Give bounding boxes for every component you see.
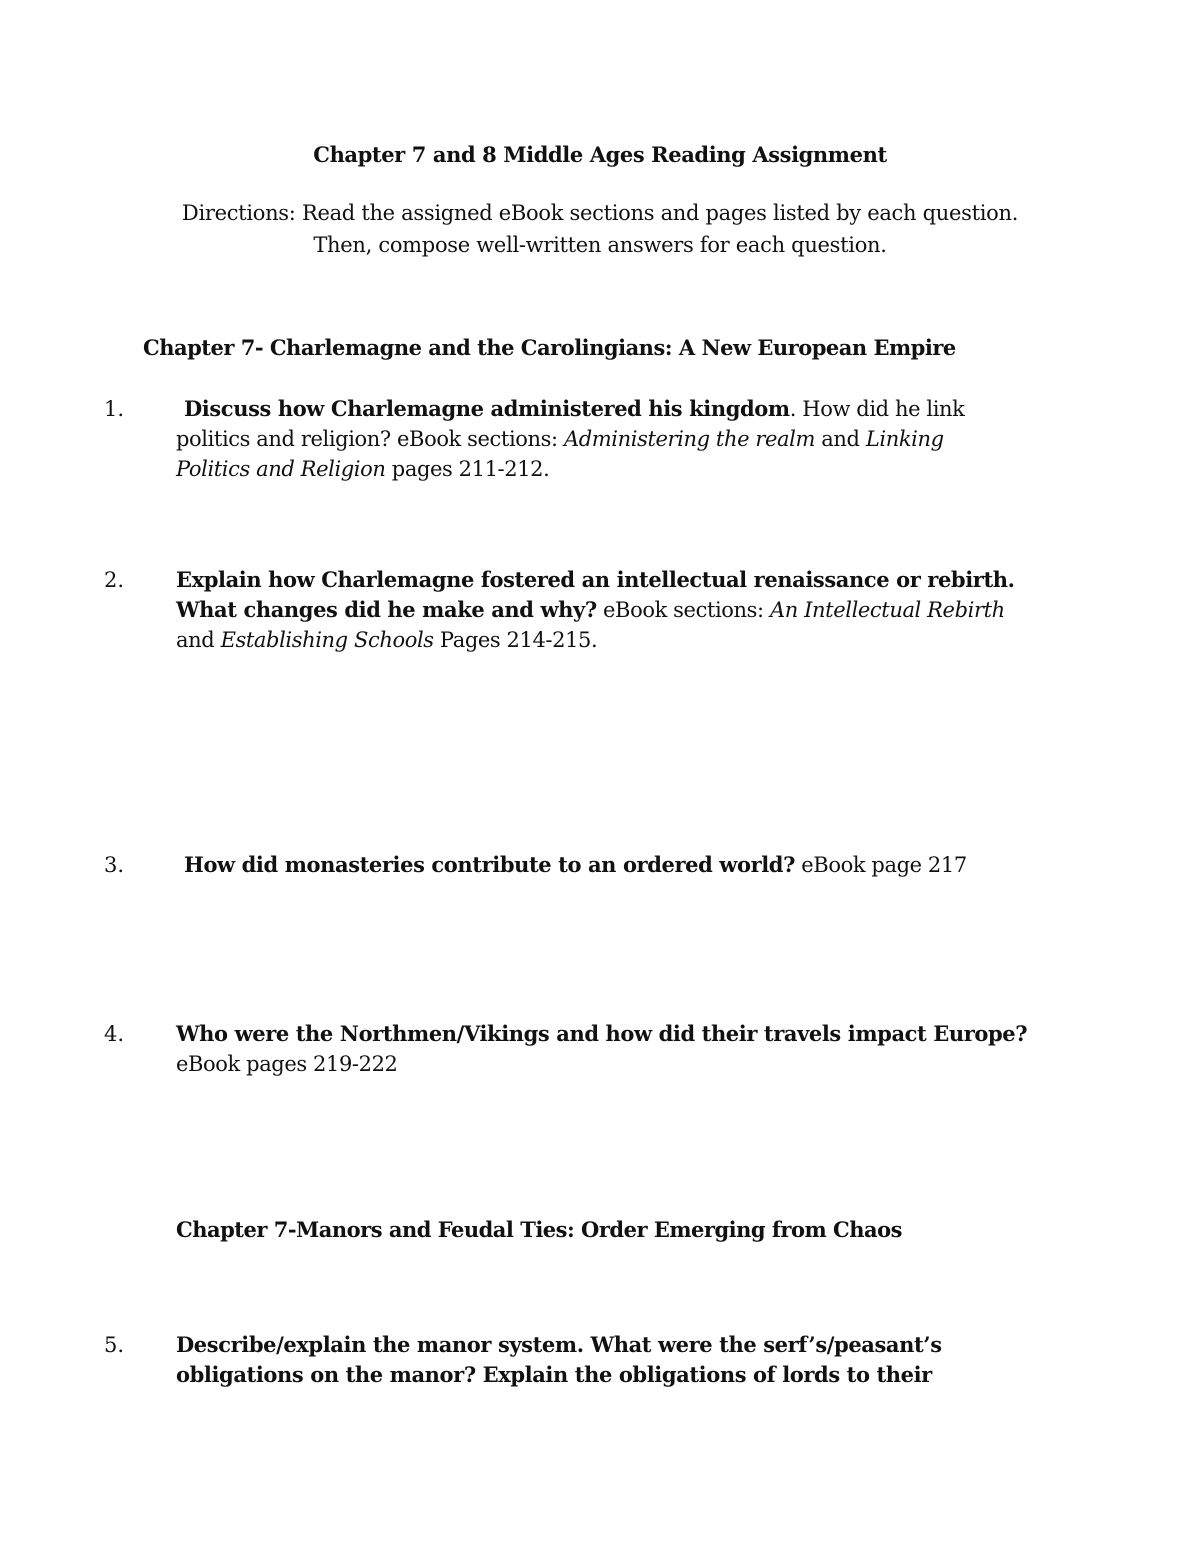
- page-ref: eBook page 217: [795, 853, 967, 877]
- ebook-section-ref: An Intellectual Rebirth: [770, 598, 1005, 622]
- page-title: Chapter 7 and 8 Middle Ages Reading Assignment: [313, 142, 887, 167]
- question-text: [176, 1330, 1056, 1390]
- question-text-part: and: [815, 427, 866, 451]
- page-ref: eBook pages 219-222: [176, 1052, 398, 1076]
- question-text-part: and: [176, 628, 221, 652]
- ebook-section-ref: Politics and Religion: [176, 457, 386, 481]
- question-text-part: . How did he link: [789, 397, 965, 421]
- directions-line-2: Then, compose well-written answers for each question.: [313, 233, 887, 257]
- ebook-section-ref: Establishing Schools: [220, 628, 434, 652]
- question-number: 3.: [104, 853, 125, 877]
- section-heading-manors: Chapter 7-Manors and Feudal Ties: Order Emerging from Chaos: [176, 1217, 902, 1242]
- question-text-part: politics and religion? eBook sections:: [176, 427, 564, 451]
- directions-line-1: Directions: Read the assigned eBook sections and pages listed by each question.: [181, 201, 1019, 225]
- question-text: [176, 1019, 1056, 1079]
- question-prompt: Discuss how Charlemagne administered his kingdom: [184, 396, 790, 421]
- question-prompt: Explain how Charlemagne fostered an intellectual renaissance or rebirth.: [176, 567, 1015, 592]
- page-ref: pages 211-212.: [385, 457, 550, 481]
- question-text-part: eBook sections:: [596, 598, 770, 622]
- question-prompt: Who were the Northmen/Vikings and how did their travels impact Europe?: [176, 1021, 1028, 1046]
- question-number: 1.: [104, 397, 125, 421]
- question-prompt: obligations on the manor? Explain the obligations of lords to their: [176, 1362, 932, 1387]
- question-number: 4.: [104, 1022, 125, 1046]
- ebook-section-ref: Linking: [865, 427, 944, 451]
- question-number: 5.: [104, 1333, 125, 1357]
- page-ref: Pages 214-215.: [433, 628, 598, 652]
- directions: [0, 197, 1200, 261]
- question-text: [176, 565, 1056, 655]
- section-heading-charlemagne: Chapter 7- Charlemagne and the Carolingians: A New European Empire: [143, 335, 956, 360]
- ebook-section-ref: Administering the realm: [563, 427, 815, 451]
- question-text: [176, 850, 1056, 880]
- question-number: 2.: [104, 568, 125, 592]
- question-text: [176, 394, 1056, 484]
- question-prompt: How did monasteries contribute to an ordered world?: [184, 852, 795, 877]
- question-prompt: Describe/explain the manor system. What were the serf’s/peasant’s: [176, 1332, 942, 1357]
- question-prompt: What changes did he make and why?: [176, 597, 597, 622]
